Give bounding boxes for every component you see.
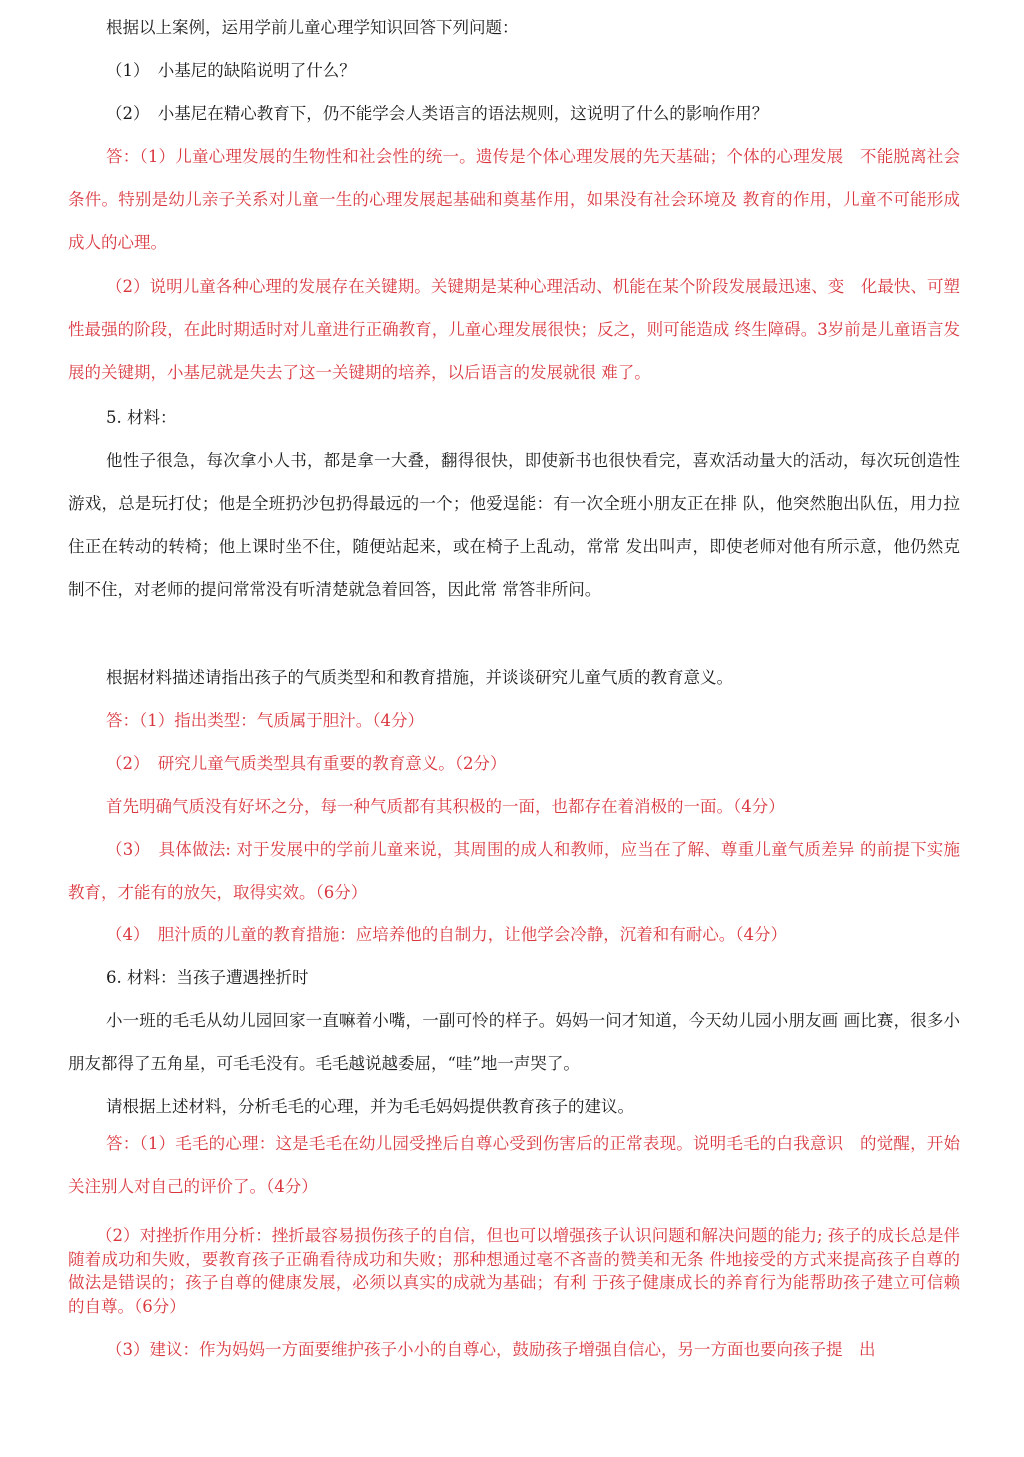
- answer-5-part-1: 答：（1）指出类型：气质属于胆汁。（4分）: [106, 711, 424, 730]
- answer-6-part-2: （2）对挫折作用分析：挫折最容易损伤孩子的自信，但也可以增强孩子认识问题和解决问题的能力; 孩子的成长总是伴随着成功和失败，要教育孩子正确看待成功和失败；那种想通过毫不吝啬的赞美和无条 件地接受的方式来提高孩子自尊的做法是错误的；孩子自尊的健康发展，必须以真实的成就为基础；有利 于孩子健康成长的养育行为能帮助孩子建立可信赖的自尊。（6分）: [68, 1226, 960, 1316]
- answer-6-part-3: （3）建议：作为妈妈一方面要维护孩子小小的自尊心，鼓励孩子增强自信心，另一方面也要向孩子提 出: [106, 1340, 876, 1359]
- answer-4-part-2: （2）说明儿童各种心理的发展存在关键期。关键期是某种心理活动、机能在某个阶段发展最迅速、变 化最快、可塑性最强的阶段，在此时期适时对儿童进行正确教育，儿童心理发展很快；反之，则可能造成 终生障碍。3岁前是儿童语言发展的关键期，小基尼就是失去了这一关键期的培养，以后语言的发展就很 难了。: [68, 277, 960, 382]
- question-4-part-1: （1） 小基尼的缺陷说明了什么？: [106, 61, 356, 80]
- material-5-text: 他性子很急，每次拿小人书，都是拿一大叠，翻得很快，即使新书也很快看完，喜欢活动量大的活动，每次玩创造性游戏，总是玩打仗；他是全班扔沙包扔得最远的一个；他爱逞能：有一次全班小朋友正在排 队，他突然胞出队伍，用力拉住正在转动的转椅；他上课时坐不住，随便站起来，或在椅子上乱动，常常 发出叫声，即使老师对他有所示意，他仍然克制不住，对老师的提问常常没有听清楚就急着回答，因此常 常答非所问。: [68, 451, 960, 599]
- material-6-text: 小一班的毛毛从幼儿园回家一直嘛着小嘴，一副可怜的样子。妈妈一问才知道，今天幼儿园小朋友画 画比赛，很多小朋友都得了五角星，可毛毛没有。毛毛越说越委屈，“哇”地一声哭了。: [68, 1011, 960, 1073]
- answer-6-part-1: 答：（1）毛毛的心理：这是毛毛在幼儿园受挫后自尊心受到伤害后的正常表现。说明毛毛的白我意识 的觉醒，开始关注别人对自己的评价了。（4分）: [68, 1134, 960, 1196]
- case-question-intro: 根据以上案例，运用学前儿童心理学知识回答下列问题：: [106, 18, 519, 37]
- answer-5-part-4: （4） 胆汁质的儿童的教育措施：应培养他的自制力，让他学会冷静，沉着和有耐心。（4分）: [106, 925, 787, 944]
- question-6: 请根据上述材料，分析毛毛的心理，并为毛毛妈妈提供教育孩子的建议。: [106, 1097, 634, 1116]
- answer-5-part-2: （2） 研究儿童气质类型具有重要的教育意义。（2分）: [106, 754, 507, 773]
- answer-5-part-2-detail: 首先明确气质没有好坏之分，每一种气质都有其积极的一面，也都存在着消极的一面。（4分）: [106, 797, 785, 816]
- material-5-heading: 5. 材料：: [106, 408, 177, 427]
- question-5: 根据材料描述请指出孩子的气质类型和和教育措施，并谈谈研究儿童气质的教育意义。: [106, 668, 733, 687]
- material-6-heading: 6. 材料：当孩子遭遇挫折时: [106, 968, 309, 987]
- question-4-part-2: （2） 小基尼在精心教育下，仍不能学会人类语言的语法规则，这说明了什么的影响作用？: [106, 104, 769, 123]
- answer-4-part-1: 答：（1）儿童心理发展的生物性和社会性的统一。遗传是个体心理发展的先天基础；个体的心理发展 不能脱离社会条件。特别是幼儿亲子关系对儿童一生的心理发展起基础和奠基作用，如果没有社会环境及 教育的作用，儿童不可能形成成人的心理。: [68, 147, 960, 252]
- answer-5-part-3: （3） 具体做法: 对于发展中的学前儿童来说，其周围的成人和教师，应当在了解、尊重儿童气质差异 的前提下实施教育，才能有的放矢，取得实效。（6分）: [68, 840, 960, 902]
